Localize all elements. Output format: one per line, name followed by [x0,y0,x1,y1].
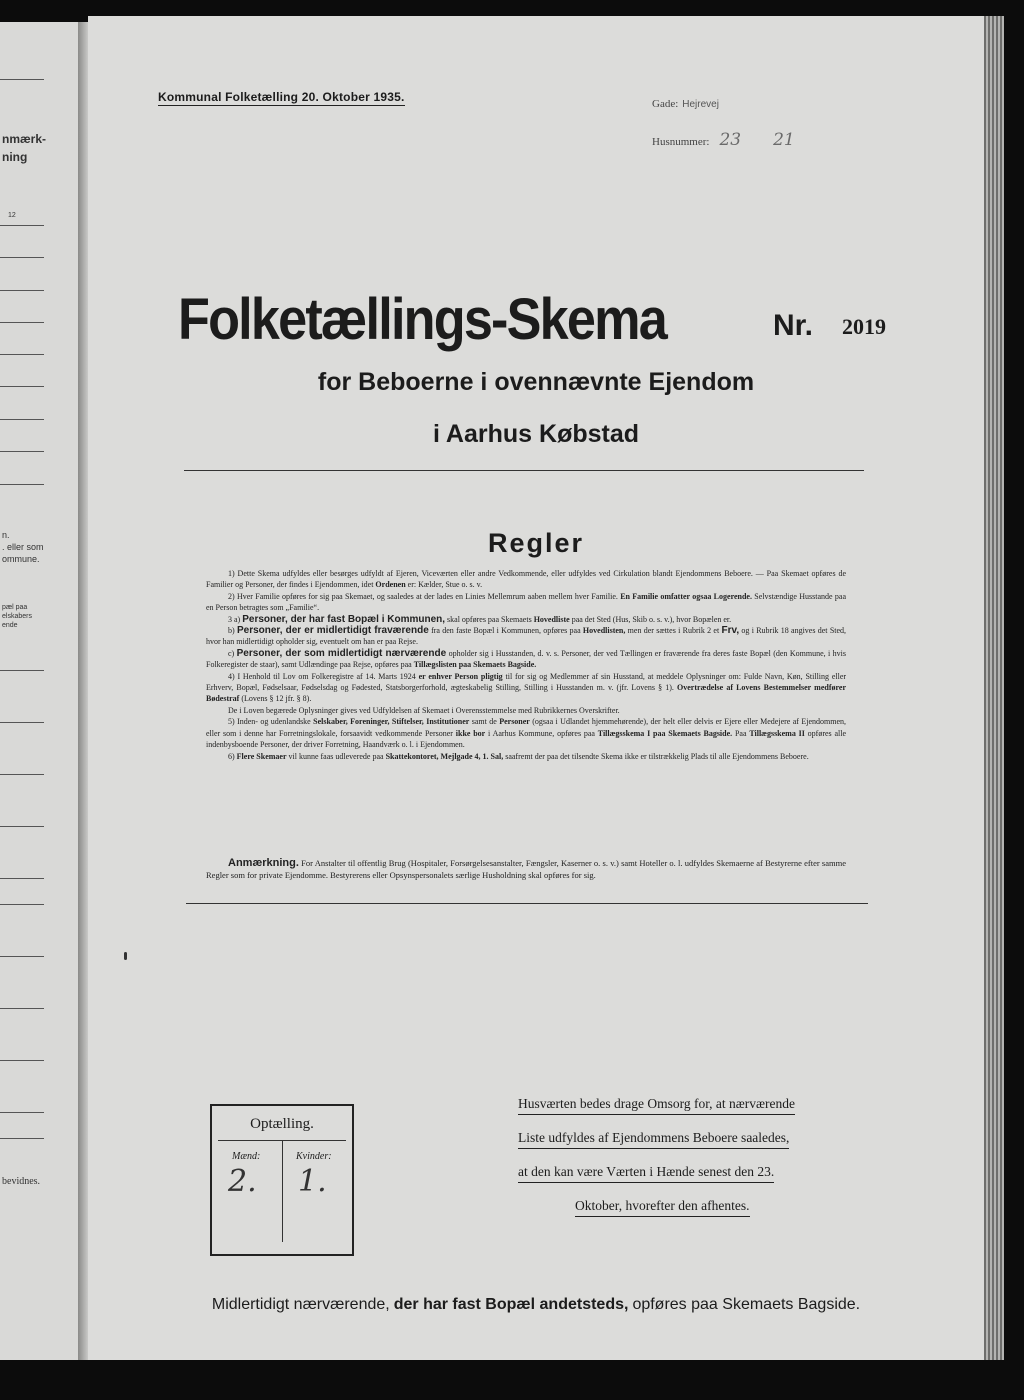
left-page-rule [0,79,44,80]
rule-3b: b) Personer, der er midlertidigt fraværende fra den faste Bopæl i Kommunen, opføres paa Hovedlisten, men der sættes i Rubrik 2 et Frv, og i Rubrik 18 angives det Sted, hvor han midlertidigt opholder sig, eventuelt om han er paa Rejse. [206,625,847,647]
left-page-rule [0,1008,44,1009]
men-count: 2. [228,1164,257,1199]
left-page-fragment: bevidnes. [2,1176,41,1187]
men-label: Mænd: [232,1151,261,1162]
left-page-fragment: ende [2,622,18,629]
left-page-fragment: n. [2,530,10,540]
left-page-fragment: nmærk- [2,132,47,146]
rule-1: 1) Dette Skema udfyldes eller besørges udfyldt af Ejeren, Viceværten eller andre Vedkommende, eller udfyldes ved Cirkulation blandt Ejendommens Beboere. — Paa Skemaet opføres de Familier og Personer, der findes i Ejendommen, idet Ordenen er: Kælder, Stue o. s. v. [206,569,846,590]
left-page-fragment: . eller som [2,542,44,552]
footer-text: Midlertidigt nærværende, [211,1296,390,1313]
left-page-rule [0,722,44,723]
rules-text [206,568,846,762]
left-page-rule [0,774,44,775]
form-subtitle-city: i Aarhus Købstad [432,420,640,448]
left-page-rule [0,354,44,355]
rule-6: 6) Flere Skemaer vil kunne faas udleverede paa Skattekontoret, Mejlgade 4, 1. Sal, saafremt der paa det tilsendte Skema ikke er tilstrækkelig Plads til alle Ejendommens Beboere. [228,751,809,761]
form-number-value: 2019 [842,314,886,339]
house-number-label: Husnummer: [652,136,710,148]
footer-text-end: opføres paa Skemaets Bagside. [632,1296,861,1313]
left-page-rule [0,484,44,485]
divider-rule [184,470,864,471]
women-label: Kvinder: [296,1151,332,1162]
women-count: 1. [298,1164,327,1199]
left-facing-page [0,22,82,1360]
census-form-page [88,16,984,1360]
rule-4b: De i Loven begærede Oplysninger gives ved Udfyldelsen af Skemaet i Overensstemmelse med Rubrikkernes Overskrifter. [228,705,620,715]
form-title: Folketællings-Skema [178,287,666,352]
left-page-rule [0,1112,44,1113]
rule-3a: 3 a) Personer, der har fast Bopæl i Kommunen, skal opføres paa Skemaets Hovedliste paa det Sted (Hus, Skib o. s. v.), hvor Bopælen er. [228,613,732,625]
notice-line: Liste udfyldes af Ejendommens Beboere saaledes, [518,1130,789,1149]
street-label: Gade: [652,98,679,110]
notice-line: at den kan være Værten i Hænde senest den 23. [518,1164,774,1183]
rule-4: 4) I Henhold til Lov om Folkeregistre af 14. Marts 1924 er enhver Person pligtig til for sig og Medlemmer af sin Husstand, at meddele Oplysninger om: Fulde Navn, Køn, Stilling eller Erhverv, Bopæl, Fødselsaar, Fødselsdag og Fødested, Statsborgerforhold, ægteskabelig Stilling, Stilling i Husstanden m. v. (jfr. Lovens § 1). Overtrædelse af Lovens Bestemmelser medfører Bødestraf (Lovens § 12 jfr. § 8). [206,671,847,704]
house-number-value: 23 [719,130,742,150]
street-value: Hejrevej [682,99,719,110]
left-page-fragment: 12 [8,212,16,219]
census-title: Kommunal Folketælling 20. Oktober 1935. [158,90,405,104]
left-page-rule [0,956,44,957]
note-text: For Anstalter til offentlig Brug (Hospitaler, Forsørgelsesanstalter, Fængsler, Kaserner o. s. v.) samt Hoteller o. l. udfyldes Skemaerne af Bestyrerne efter samme Regler som for private Ejendomme. Bestyrerens eller Opsynspersonalets særlige Husholdning skal opføres for sig. [206,858,846,880]
street-field [652,94,719,112]
left-page-rule [0,290,44,291]
notice-line: Husværten bedes drage Omsorg for, at nærværende [518,1096,795,1115]
rule-2: 2) Hver Familie opføres for sig paa Skemaet, og saaledes at der lades en Linies Mellemrum aaben mellem hver Familie. En Familie omfatter ogsaa Logerende. Selvstændige Husstande paa en Person betragtes som „Familie“. [206,591,847,613]
rules-heading: Regler [487,528,585,558]
left-page-rule [0,826,44,827]
left-page-rule [0,419,44,420]
left-page-rule [0,904,44,905]
ink-smudge [124,952,127,960]
count-box-divider [282,1140,283,1242]
census-header [158,90,405,104]
left-page-fragment: ning [2,150,28,164]
left-page-fragment: elskabers [2,613,32,620]
page-stack-edge [984,16,1004,1360]
left-page-rule [0,451,44,452]
left-page-rule [0,386,44,387]
footer-bold: der har fast Bopæl andetsteds, [393,1296,629,1313]
form-subtitle: for Beboerne i ovennævnte Ejendom [317,368,755,396]
left-page-rule [0,257,44,258]
left-page-rule [0,322,44,323]
left-page-rule [0,878,44,879]
left-page-rule [0,670,44,671]
divider-rule [186,903,868,904]
left-page-rule [0,1138,44,1139]
left-page-rule [0,1060,44,1061]
note-paragraph [206,857,846,881]
house-number-field [652,130,795,150]
left-page-fragment: pæl paa [2,604,28,611]
rule-5: 5) Inden- og udenlandske Selskaber, Foreninger, Stiftelser, Institutioner samt de Personer (ogsaa i Udlandet hjemmehørende), der helt eller delvis er Ejere eller Medejere af Ejendommen, eller som i denne har Forretningslokale, forsaavidt vedkommende Personer ikke bor i Aarhus Kommune, opføres paa Tillægsskema I paa Skemaets Bagside. Paa Tillægsskema II opføres alle indenbysboende Personer, der driver Forretning, Haandværk o. l. i Ejendommen. [206,717,847,750]
note-label: Anmærkning. [228,857,299,869]
notice-line: Oktober, hvorefter den afhentes. [575,1198,750,1217]
footer-note [88,1296,984,1314]
count-box-title: Optælling. [250,1116,314,1132]
left-page-fragment: ommune. [2,554,40,564]
house-number-value-2: 21 [773,130,795,150]
rule-3c: c) Personer, der som midlertidigt nærværende opholder sig i Husstanden, d. v. s. Personer, der ved Tællingen er fraværende fra deres faste Bopæl (den Kommune, i hvis Folkeregister de staar), samt Udlændinge paa Rejse, opføres paa Tillægslisten paa Skemaets Bagside. [206,647,847,670]
form-number-label: Nr. [773,309,814,342]
left-page-rule [0,225,44,226]
book-gutter [78,22,88,1360]
count-box [210,1104,354,1256]
